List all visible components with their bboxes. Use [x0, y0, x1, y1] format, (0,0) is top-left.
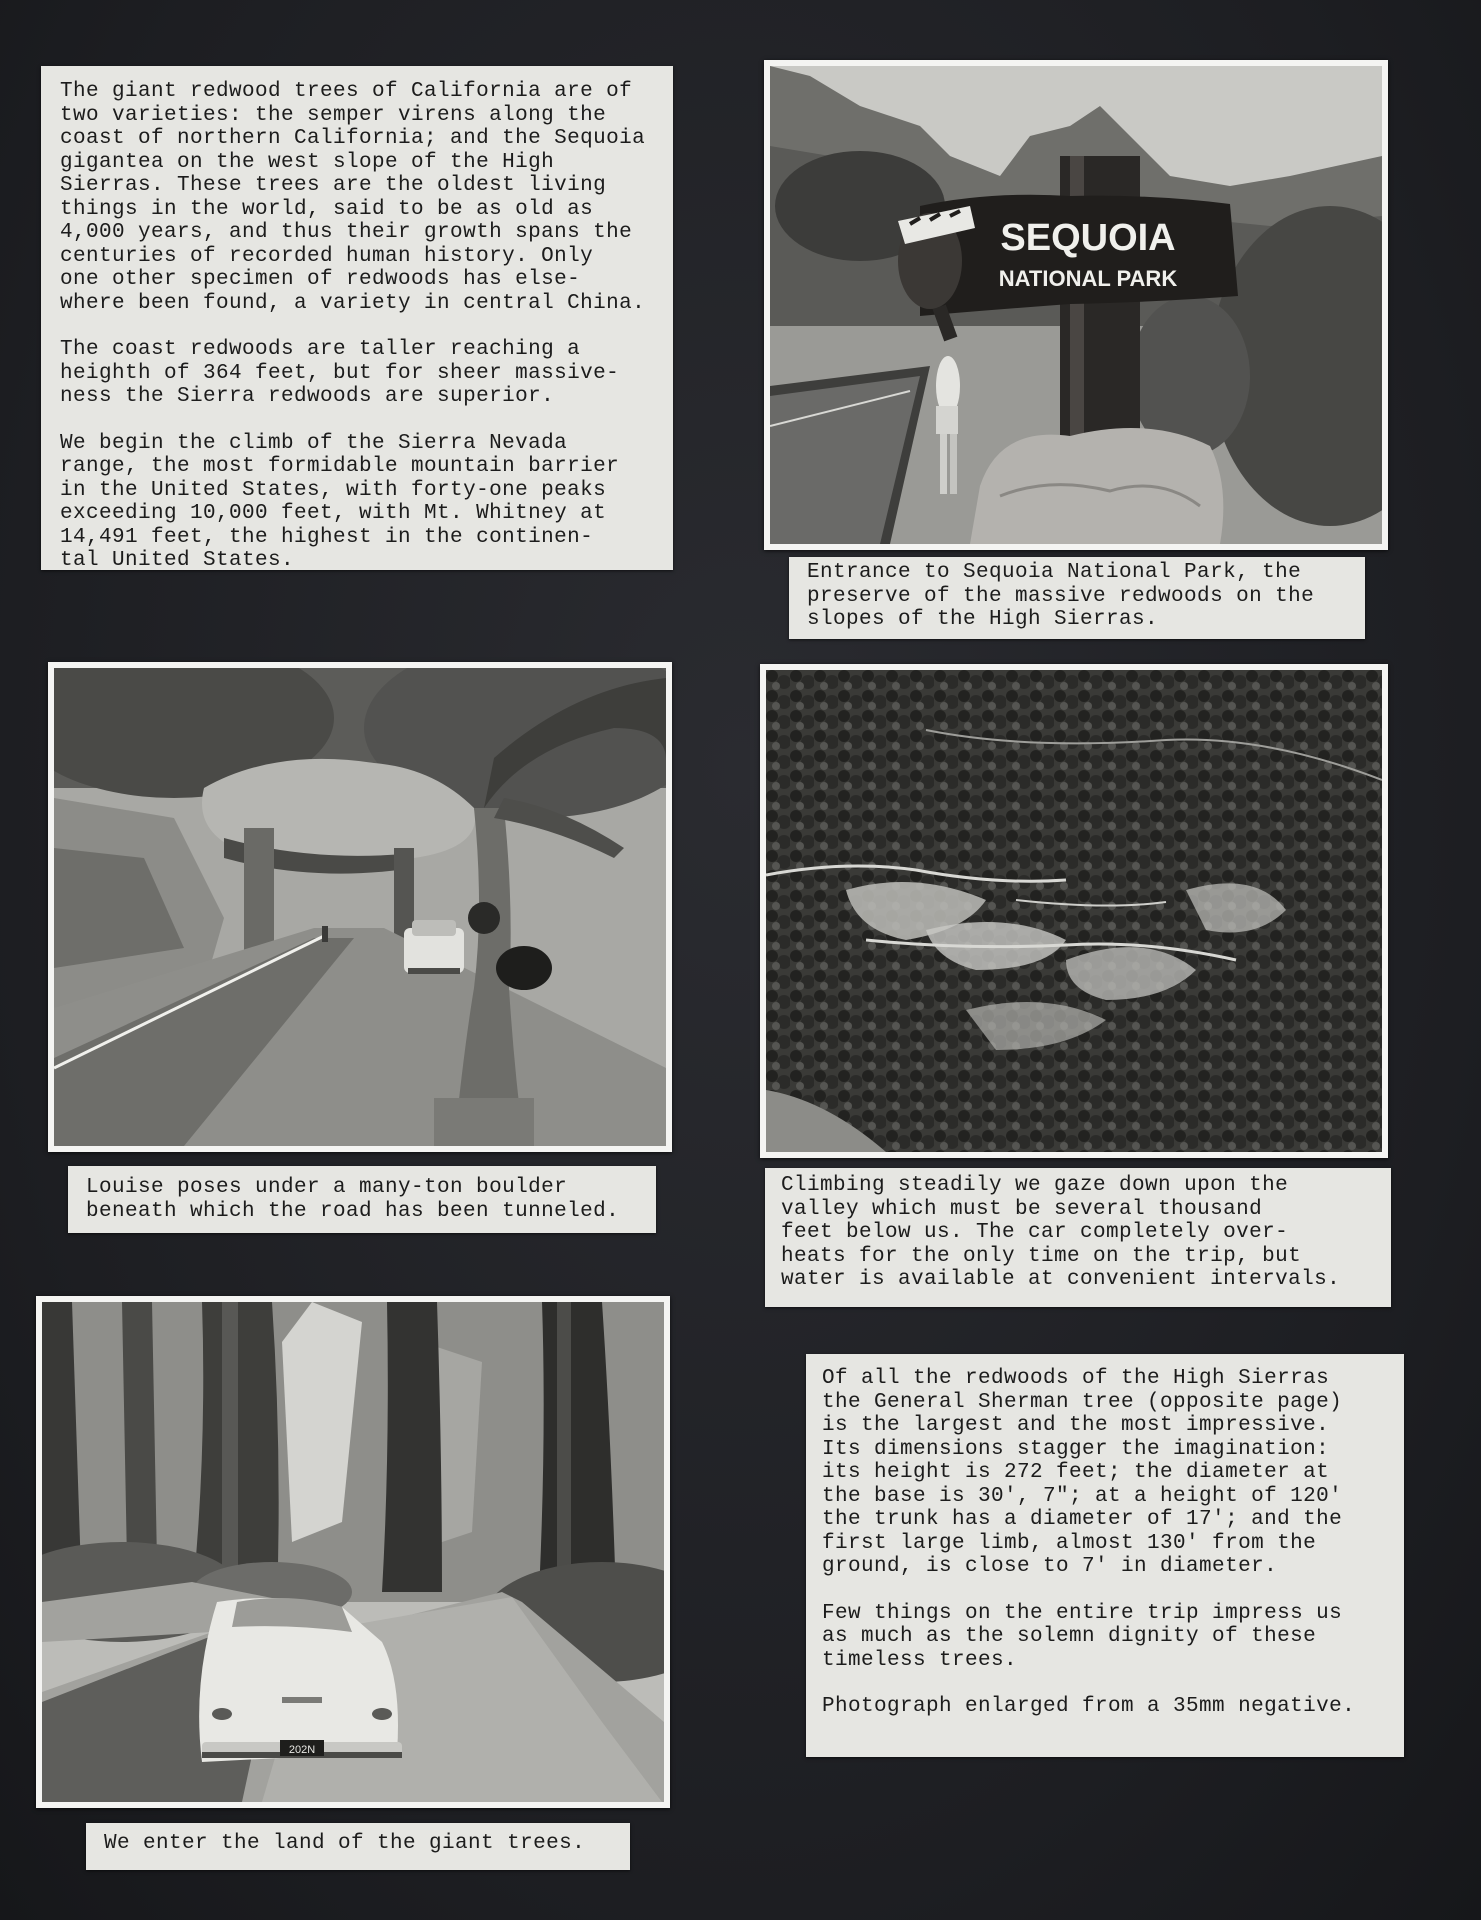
sherman-paragraph-3: Photograph enlarged from a 35mm negative. [822, 1695, 1356, 1718]
sherman-paragraph-1: Of all the redwoods of the High Sierras the General Sherman tree (opposite page) is the largest and the most impressive. Its dimensions stagger the imagination: its height is 272 feet; the diameter at the base is 30', 7"; at a height of 120' the trunk has a diameter of 17'; and the first large limb, almost 130' from the ground, is close to 7' in diameter. [822, 1367, 1343, 1578]
intro-paragraph-2: The coast redwoods are taller reaching a heighth of 364 feet, but for sheer massive- ness the Sierra redwoods are superior. [60, 338, 620, 408]
sherman-paragraph-2: Few things on the entire trip impress us as much as the solemn dignity of these timeless trees. [822, 1601, 1343, 1672]
intro-paragraph-3: We begin the climb of the Sierra Nevada range, the most formidable mountain barrier in the United States, with forty-one peaks exceeding 10,000 feet, with Mt. Whitney at 14,491 feet, the highest in the continen- tal United States. [60, 431, 620, 572]
valley-view-caption: Climbing steadily we gaze down upon the valley which must be several thousand feet below us. The car completely over- heats for the only time on the trip, but water is available at convenient intervals. [765, 1168, 1391, 1307]
sign-text-national-park: NATIONAL PARK [998, 266, 1178, 291]
sequoia-sign-photo [764, 60, 1388, 550]
boulder-tunnel-image [54, 668, 666, 1146]
sequoia-sign-caption: Entrance to Sequoia National Park, the preserve of the massive redwoods on the slopes of the High Sierras. [789, 557, 1365, 639]
boulder-tunnel-caption: Louise poses under a many-ton boulder beneath which the road has been tunneled. [68, 1166, 656, 1233]
boulder-tunnel-photo [48, 662, 672, 1152]
license-plate-text: 202N [288, 1744, 316, 1756]
sign-text-sequoia: SEQUOIA [1000, 217, 1176, 259]
giant-trees-image [42, 1302, 664, 1802]
intro-paragraph-1: The giant redwood trees of California are of two varieties: the semper virens along the coast of northern California; and the Sequoia gigantea on the west slope of the High Sierras. These trees are the oldest living things in the world, said to be as old as 4,000 years, and thus their growth spans the centuries of recorded human history. Only one other specimen of redwoods has else- where been found, a variety in central China. [60, 80, 646, 315]
valley-view-photo [760, 664, 1388, 1158]
intro-text-card [41, 66, 673, 570]
giant-trees-photo [36, 1296, 670, 1808]
sequoia-sign-image [770, 66, 1382, 544]
giant-trees-caption: We enter the land of the giant trees. [86, 1823, 630, 1870]
sherman-text-card [806, 1354, 1404, 1757]
valley-view-image [766, 670, 1382, 1152]
